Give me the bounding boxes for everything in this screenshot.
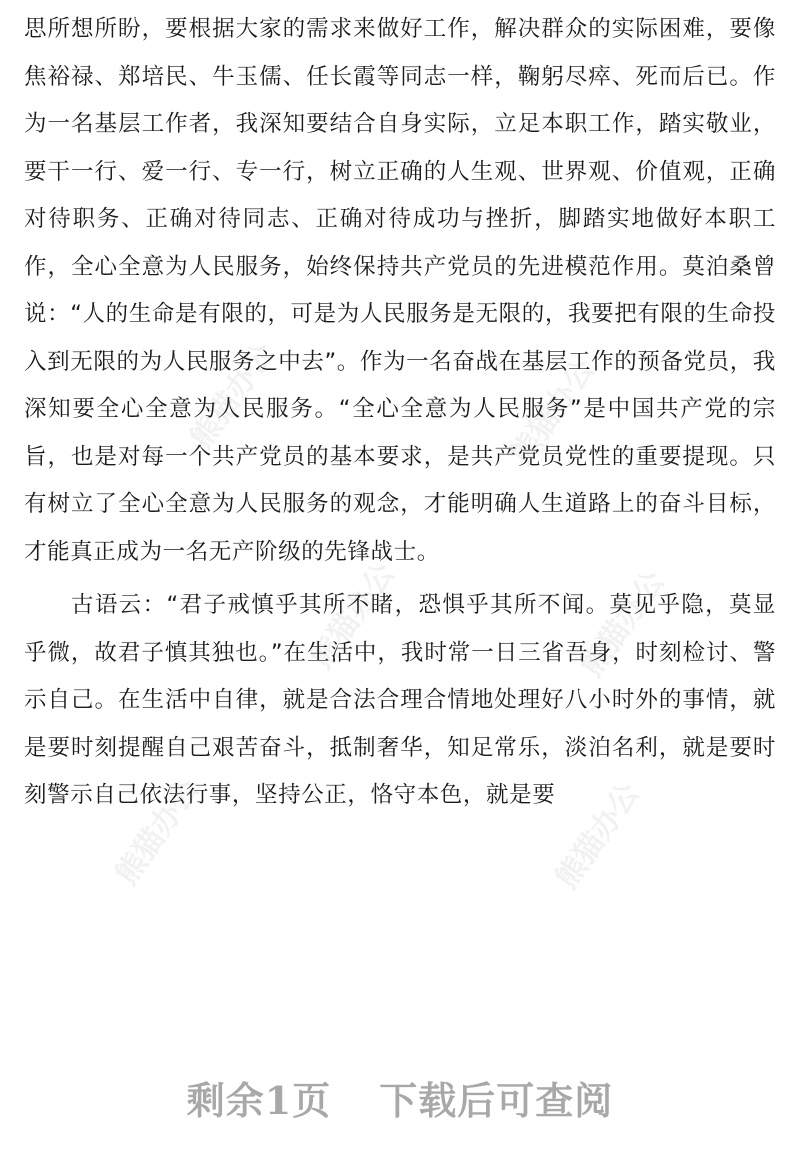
watermark: 熊猫办公 xyxy=(304,556,402,676)
watermark: 熊猫办公 xyxy=(184,336,282,456)
paragraph-1: 思所想所盼，要根据大家的需求来做好工作，解决群众的实际困难，要像焦裕禄、郑培民、牛玉儒、任长霞等同志一样，鞠躬尽瘁、死而后已。作为一名基层工作者，我深知要结合自身实际，立足本职工作，踏实敬业，要干一行、爱一行、专一行，树立正确的人生观、世界观、价值观，正确对待职务、正确对待同志、正确对待成功与挫折，脚踏实地做好本职工作，全心全意为人民服务，始终保持共产党员的先进模范作用。莫泊桑曾说：“人的生命是有限的，可是为人民服务是无限的，我要把有限的生命投入到无限的为人民服务之中去”。作为一名奋战在基层工作的预备党员，我深知要全心全意为人民服务。“全心全意为人民服务”是中国共产党的宗旨，也是对每一个共产党员的基本要求，是共产党员党性的重要提现。只有树立了全心全意为人民服务的观念，才能明确人生道路上的奋斗目标，才能真正成为一名无产阶级的先锋战士。 xyxy=(24,16,776,565)
watermark: 熊猫办公 xyxy=(109,772,207,892)
watermark: 熊猫办公 xyxy=(549,776,647,896)
document-body xyxy=(24,6,776,820)
download-prompt-banner[interactable] xyxy=(0,1070,800,1125)
paragraph-2: 古语云：“君子戒慎乎其所不睹，恐惧乎其所不闻。莫见乎隐，莫显乎微，故君子慎其独也。”在生活中，我时常一日三省吾身，时刻检讨、警示自己。在生活中自律，就是合法合理合情地处理好八小时外的事情，就是要时刻提醒自己艰苦奋斗，抵制奢华，知足常乐，淡泊名利，就是要时刻警示自己依法行事，坚持公正，恪守本色，就是要 xyxy=(24,592,776,808)
watermark: 熊猫办公 xyxy=(574,564,672,684)
download-to-view-label: 下载后可查阅 xyxy=(379,1078,614,1123)
remaining-pages-label: 剩余1页 xyxy=(186,1078,332,1123)
watermark: 熊猫办公 xyxy=(504,352,602,472)
